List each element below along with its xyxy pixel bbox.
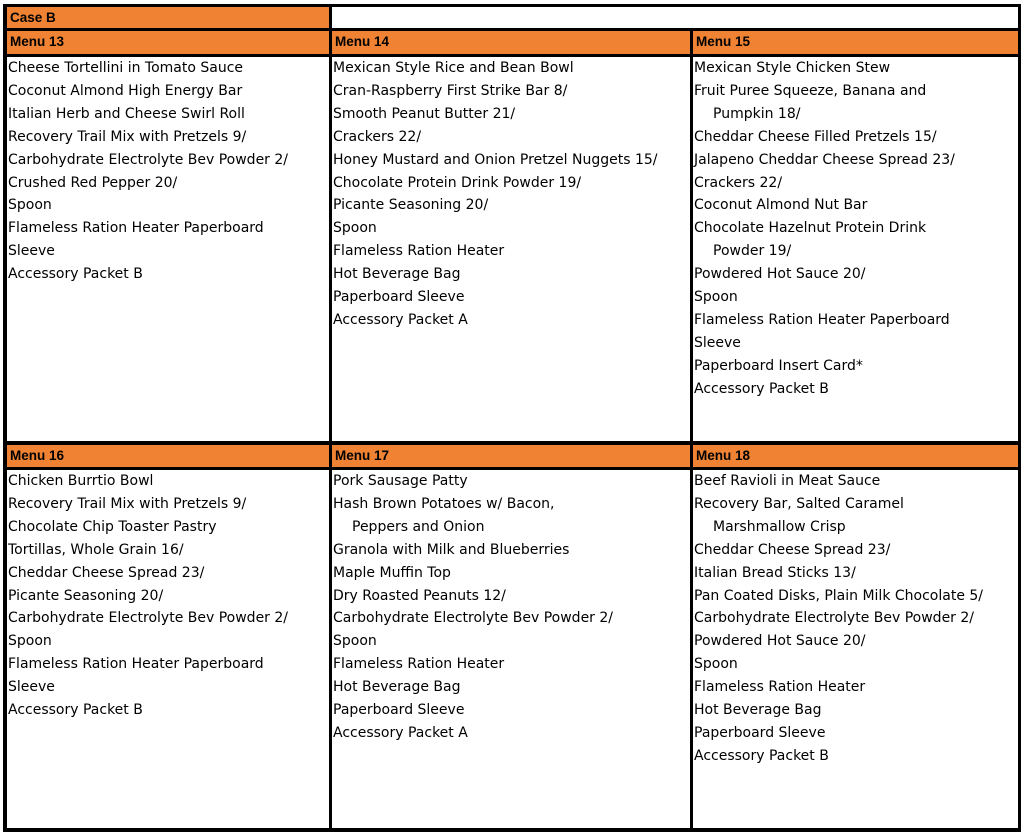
menu-13-body — [7, 57, 329, 441]
menu-item — [693, 562, 1018, 585]
menu-item-text: Hot Beverage Bag — [333, 679, 461, 696]
menu-item-text: Pan Coated Disks, Plain Milk Chocolate 5/ — [694, 587, 984, 604]
menu-item — [332, 149, 690, 172]
menu-13-header — [7, 31, 329, 54]
menu-item-text: Mexican Style Chicken Stew — [694, 60, 891, 76]
menu-item — [693, 699, 1018, 722]
menu-18-header — [693, 445, 1018, 467]
menu-item — [332, 699, 690, 722]
menu-item-text: Accessory Packet B — [8, 266, 143, 283]
menu-14-header — [332, 31, 690, 54]
menu-item-text: Maple Muffin Top — [333, 564, 451, 581]
menu-item — [332, 263, 690, 286]
menu-item — [693, 80, 1018, 126]
menu-item — [7, 217, 329, 240]
menu-item — [332, 585, 690, 608]
menu-item-text: Paperboard Sleeve — [333, 702, 465, 719]
menu-item — [693, 653, 1018, 676]
menu-item — [693, 263, 1018, 286]
menu-item — [332, 172, 690, 195]
menu-item-text: Recovery Bar, Salted Caramel — [694, 495, 904, 512]
menu-item — [693, 309, 1018, 332]
menu-item — [332, 493, 690, 539]
menu-item-text: Crushed Red Pepper 20/ — [8, 174, 178, 191]
menu-item-text: Carbohydrate Electrolyte Bev Powder 2/ — [8, 151, 289, 168]
case-header-cell — [7, 7, 329, 28]
menu-item — [332, 126, 690, 149]
menu-16-items — [7, 470, 329, 722]
menu-item-text: Cheddar Cheese Spread 23/ — [8, 564, 205, 581]
menu-item-text: Sleeve — [8, 243, 55, 260]
menu-item — [332, 57, 690, 80]
menu-item-text: Chocolate Protein Drink Powder 19/ — [333, 174, 582, 191]
menu-item-continuation: Peppers and Onion — [352, 518, 485, 535]
menu-item — [332, 286, 690, 309]
menu-item-text: Hot Beverage Bag — [694, 702, 822, 719]
menu-item-text: Picante Seasoning 20/ — [333, 197, 489, 214]
menu-item-continuation: Pumpkin 18/ — [713, 105, 801, 122]
menu-item — [7, 126, 329, 149]
menu-item — [693, 745, 1018, 768]
menu-item-continuation: Powder 19/ — [713, 243, 792, 260]
menu-item — [7, 676, 329, 699]
menu-item — [7, 562, 329, 585]
menu-item — [332, 309, 690, 332]
menu-17-header — [332, 445, 690, 467]
menu-item-text: Recovery Trail Mix with Pretzels 9/ — [8, 128, 247, 145]
menu-item-text: Paperboard Insert Card* — [694, 357, 863, 374]
menu-item — [7, 607, 329, 630]
menu-16-header — [7, 445, 329, 467]
menu-item — [693, 126, 1018, 149]
case-label: Case B — [10, 10, 56, 25]
menu-item-text: Spoon — [8, 633, 52, 650]
menu-item — [693, 585, 1018, 608]
menu-item-text: Recovery Trail Mix with Pretzels 9/ — [8, 495, 247, 512]
menu-16-body — [7, 470, 329, 828]
menu-item — [693, 630, 1018, 653]
menu-item-text: Mexican Style Rice and Bean Bowl — [333, 60, 574, 76]
menu-item-text: Tortillas, Whole Grain 16/ — [8, 541, 184, 558]
menu-item-text: Italian Bread Sticks 13/ — [694, 564, 856, 581]
menu-item-text: Italian Herb and Cheese Swirl Roll — [8, 105, 245, 122]
menu-item — [693, 470, 1018, 493]
menu-item-text: Accessory Packet B — [8, 702, 143, 719]
menu-item-text: Beef Ravioli in Meat Sauce — [694, 473, 881, 489]
menu-item-text: Cheddar Cheese Spread 23/ — [694, 541, 891, 558]
menu-item — [7, 539, 329, 562]
menu-item-text: Smooth Peanut Butter 21/ — [333, 105, 516, 122]
menu-item-text: Spoon — [333, 220, 377, 237]
menu-item — [332, 562, 690, 585]
menu-item — [693, 607, 1018, 630]
menu-item — [693, 286, 1018, 309]
menu-item — [7, 653, 329, 676]
menu-item — [7, 493, 329, 516]
menu-item-text: Honey Mustard and Onion Pretzel Nuggets 15/ — [333, 151, 658, 168]
menu-14-body — [332, 57, 690, 441]
menu-item-text: Paperboard Sleeve — [333, 289, 465, 306]
menu-item — [332, 217, 690, 240]
menu-18-title: Menu 18 — [696, 448, 751, 463]
menu-item — [693, 57, 1018, 80]
menu-item-text: Spoon — [694, 289, 738, 306]
menu-item — [693, 149, 1018, 172]
menu-item — [7, 103, 329, 126]
menu-item-text: Hash Brown Potatoes w/ Bacon, — [333, 495, 555, 512]
menu-item — [332, 103, 690, 126]
menu-14-items — [332, 57, 690, 332]
menu-item — [693, 355, 1018, 378]
menu-13-title: Menu 13 — [10, 34, 65, 49]
menu-item-text: Flameless Ration Heater Paperboard — [8, 220, 264, 237]
menu-17-title: Menu 17 — [335, 448, 390, 463]
menu-item-text: Accessory Packet A — [333, 724, 468, 741]
menu-item — [693, 378, 1018, 401]
menu-15-title: Menu 15 — [696, 34, 751, 49]
menu-item — [332, 240, 690, 263]
menu-item — [7, 585, 329, 608]
menu-15-items — [693, 57, 1018, 401]
menu-item — [332, 630, 690, 653]
menu-18-body — [693, 470, 1018, 828]
menu-17-items — [332, 470, 690, 745]
menu-item-text: Accessory Packet A — [333, 311, 468, 328]
menu-item — [7, 149, 329, 172]
menu-item — [693, 194, 1018, 217]
menu-14-title: Menu 14 — [335, 34, 390, 49]
menu-item-text: Jalapeno Cheddar Cheese Spread 23/ — [694, 151, 955, 168]
menu-item — [693, 539, 1018, 562]
menu-item-text: Powdered Hot Sauce 20/ — [694, 266, 866, 283]
menu-item — [693, 493, 1018, 539]
menu-sheet — [3, 4, 1021, 832]
menu-item-text: Carbohydrate Electrolyte Bev Powder 2/ — [8, 610, 289, 627]
menu-item — [693, 172, 1018, 195]
menu-item — [693, 217, 1018, 263]
menu-item-text: Flameless Ration Heater Paperboard — [8, 656, 264, 673]
menu-item — [332, 470, 690, 493]
menu-item-text: Flameless Ration Heater — [333, 656, 505, 673]
menu-item — [332, 676, 690, 699]
menu-item-text: Carbohydrate Electrolyte Bev Powder 2/ — [333, 610, 614, 627]
menu-item — [7, 240, 329, 263]
menu-17-body — [332, 470, 690, 828]
menu-item — [332, 722, 690, 745]
menu-item — [7, 516, 329, 539]
menu-item-text: Spoon — [333, 633, 377, 650]
menu-item — [693, 676, 1018, 699]
menu-item-text: Coconut Almond High Energy Bar — [8, 82, 243, 99]
menu-15-header — [693, 31, 1018, 54]
menu-item-text: Spoon — [694, 656, 738, 673]
menu-item-text: Sleeve — [694, 334, 741, 351]
menu-item-text: Granola with Milk and Blueberries — [333, 541, 570, 558]
menu-item-text: Accessory Packet B — [694, 747, 829, 764]
menu-item — [7, 172, 329, 195]
menu-item-text: Cran-Raspberry First Strike Bar 8/ — [333, 82, 568, 99]
menu-18-items — [693, 470, 1018, 768]
menu-item — [7, 470, 329, 493]
menu-item-text: Paperboard Sleeve — [694, 724, 826, 741]
menu-item — [7, 699, 329, 722]
menu-item — [332, 194, 690, 217]
menu-item-text: Crackers 22/ — [694, 174, 783, 191]
menu-item — [7, 80, 329, 103]
menu-item — [7, 263, 329, 286]
menu-item-text: Flameless Ration Heater — [694, 679, 866, 696]
menu-item — [693, 332, 1018, 355]
case-header-blank-cell — [332, 7, 1018, 28]
menu-item — [332, 653, 690, 676]
menu-item-text: Fruit Puree Squeeze, Banana and — [694, 82, 927, 99]
menu-15-body — [693, 57, 1018, 441]
menu-item-text: Powdered Hot Sauce 20/ — [694, 633, 866, 650]
menu-item-text: Dry Roasted Peanuts 12/ — [333, 587, 506, 604]
menu-item-text: Chocolate Chip Toaster Pastry — [8, 518, 217, 535]
menu-item — [7, 194, 329, 217]
menu-item-text: Spoon — [8, 197, 52, 214]
menu-item — [332, 539, 690, 562]
menu-item-text: Cheese Tortellini in Tomato Sauce — [8, 60, 244, 76]
menu-13-items — [7, 57, 329, 286]
menu-item-text: Chicken Burrtio Bowl — [8, 473, 154, 489]
menu-item-text: Cheddar Cheese Filled Pretzels 15/ — [694, 128, 937, 145]
menu-item-text: Coconut Almond Nut Bar — [694, 197, 868, 214]
menu-item-text: Carbohydrate Electrolyte Bev Powder 2/ — [694, 610, 975, 627]
menu-item — [7, 630, 329, 653]
menu-item — [332, 80, 690, 103]
menu-item-text: Hot Beverage Bag — [333, 266, 461, 283]
menu-16-title: Menu 16 — [10, 448, 65, 463]
menu-item-text: Sleeve — [8, 679, 55, 696]
menu-item-text: Pork Sausage Patty — [333, 473, 468, 489]
menu-item-text: Crackers 22/ — [333, 128, 422, 145]
menu-item-text: Accessory Packet B — [694, 380, 829, 397]
menu-item — [7, 57, 329, 80]
menu-item — [693, 722, 1018, 745]
menu-item-text: Chocolate Hazelnut Protein Drink — [694, 220, 927, 237]
menu-item-text: Picante Seasoning 20/ — [8, 587, 164, 604]
menu-item-text: Flameless Ration Heater — [333, 243, 505, 260]
menu-item-text: Flameless Ration Heater Paperboard — [694, 311, 950, 328]
menu-item — [332, 607, 690, 630]
menu-item-continuation: Marshmallow Crisp — [713, 518, 846, 535]
